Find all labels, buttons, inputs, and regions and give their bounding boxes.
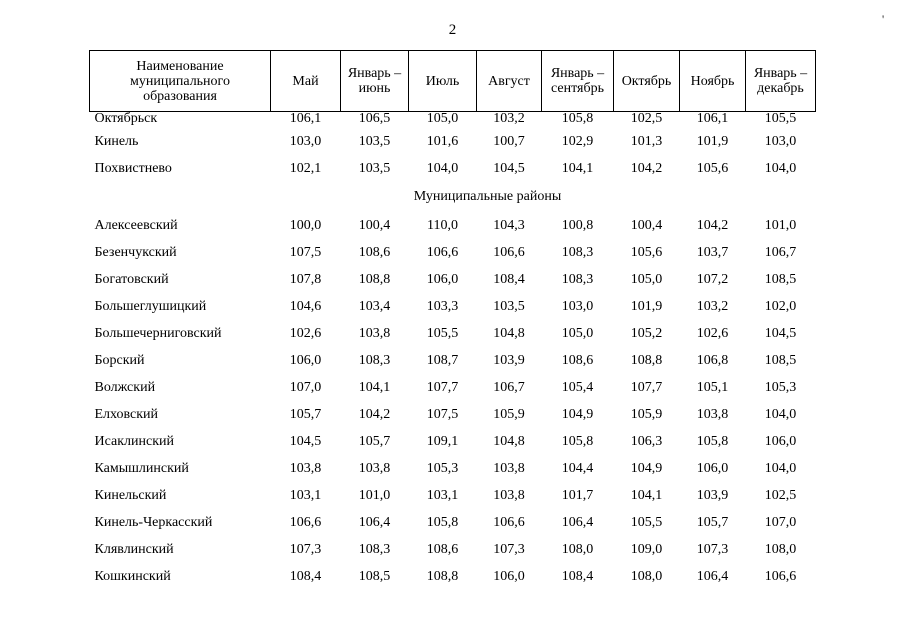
table-cell-value: 106,4 [561, 514, 594, 530]
table-cell-value: 101,7 [561, 487, 594, 503]
table-row [90, 266, 816, 293]
table-cell-value: 105,8 [561, 433, 594, 449]
table-cell-value: 106,0 [289, 352, 322, 368]
table-cell-value: 103,8 [289, 460, 322, 476]
table-cell-value: 104,0 [764, 460, 797, 476]
table-cell-value: 107,5 [289, 244, 322, 260]
row-municipality-name: Кинельский [94, 487, 167, 503]
table-cell-value: 103,8 [358, 460, 391, 476]
table-cell-value: 106,0 [493, 568, 525, 584]
table-row [90, 112, 816, 129]
table-cell-value: 102,1 [289, 160, 322, 176]
table-cell-value: 108,4 [289, 568, 322, 584]
table-cell-value: 103,4 [358, 298, 391, 314]
table-cell-value: 105,7 [289, 406, 322, 422]
table-cell-value: 105,8 [426, 514, 459, 530]
table-cell-value: 102,6 [696, 325, 729, 341]
page-number: 2 [448, 22, 457, 38]
table-cell-value: 107,5 [426, 406, 459, 422]
table-cell-value: 103,5 [493, 298, 525, 314]
table-cell-value: 106,4 [696, 568, 729, 584]
table-cell-value: 103,2 [696, 298, 729, 314]
table-row [90, 482, 816, 509]
table-cell-value: 104,0 [426, 160, 459, 176]
row-municipality-name: Похвистнево [94, 160, 172, 176]
table-cell-value: 108,3 [561, 271, 594, 287]
table-cell-value: 104,5 [289, 433, 322, 449]
table-row [90, 374, 816, 401]
table-cell-value: 100,8 [561, 217, 594, 233]
header-august: Август [477, 51, 542, 112]
table-cell-value: 106,1 [696, 111, 729, 126]
table-cell-value: 108,4 [561, 568, 594, 584]
table-cell-value: 108,8 [426, 568, 459, 584]
row-municipality-name: Октябрьск [94, 111, 158, 126]
table-cell-value: 105,7 [696, 514, 729, 530]
table-cell-value: 105,7 [358, 433, 391, 449]
table-body [90, 112, 816, 591]
table-cell-value: 106,8 [696, 352, 729, 368]
row-municipality-name: Кошкинский [94, 568, 171, 584]
corner-mark: ' [882, 12, 885, 26]
table-cell-value: 102,5 [764, 487, 797, 503]
row-municipality-name: Большечерниговский [94, 325, 222, 341]
table-cell-value: 106,4 [358, 514, 391, 530]
table-cell-value: 102,0 [764, 298, 797, 314]
table-cell-value: 106,0 [764, 433, 797, 449]
table-cell-value: 105,5 [630, 514, 663, 530]
row-municipality-name: Борский [94, 352, 145, 368]
table-cell-value: 104,1 [358, 379, 391, 395]
table-cell-value: 108,3 [358, 541, 391, 557]
table-cell-value: 104,5 [493, 160, 525, 176]
table-cell-value: 108,5 [764, 352, 797, 368]
table-cell-value: 107,3 [289, 541, 322, 557]
table-cell-value: 103,3 [426, 298, 459, 314]
table-row [90, 212, 816, 239]
table-cell-value: 106,5 [358, 111, 391, 126]
table-cell-value: 105,8 [696, 433, 729, 449]
table-cell-value: 104,6 [289, 298, 322, 314]
table-cell-value: 106,7 [764, 244, 797, 260]
table-cell-value: 106,6 [289, 514, 322, 530]
row-municipality-name: Исаклинский [94, 433, 174, 449]
table-row [90, 320, 816, 347]
table-row [90, 509, 816, 536]
table-cell-value: 102,5 [630, 111, 663, 126]
table-cell-value: 105,9 [493, 406, 525, 422]
table-cell-value: 105,9 [630, 406, 663, 422]
table-cell-value: 104,1 [561, 160, 594, 176]
table-header-row [90, 51, 816, 112]
header-jan-jun: Январь – июнь [341, 51, 409, 112]
table-cell-value: 105,8 [561, 111, 594, 126]
table-cell-value: 108,8 [630, 352, 663, 368]
table-cell-value: 108,0 [561, 541, 594, 557]
table-cell-value: 103,2 [493, 111, 525, 126]
table-cell-value: 105,0 [630, 271, 663, 287]
table-cell-value: 106,7 [493, 379, 525, 395]
row-municipality-name: Кинель [94, 133, 139, 149]
table-cell-value: 104,1 [630, 487, 663, 503]
table-cell-value: 103,0 [764, 133, 797, 149]
table-cell-value: 110,0 [427, 217, 458, 233]
table-cell-value: 103,9 [493, 352, 525, 368]
table-row [90, 293, 816, 320]
header-may: Май [271, 51, 341, 112]
table-cell-value: 105,1 [696, 379, 729, 395]
table-cell-value: 104,9 [630, 460, 663, 476]
header-november: Ноябрь [680, 51, 746, 112]
table-cell-value: 103,8 [493, 487, 525, 503]
table-cell-value: 103,0 [289, 133, 322, 149]
table-cell-value: 106,6 [493, 244, 525, 260]
table-cell-value: 108,0 [630, 568, 663, 584]
table-cell-value: 100,0 [289, 217, 322, 233]
table-cell-value: 108,3 [561, 244, 594, 260]
table-cell-value: 100,7 [493, 133, 525, 149]
table-row [90, 536, 816, 563]
table-cell-value: 104,5 [764, 325, 797, 341]
row-municipality-name: Алексеевский [94, 217, 178, 233]
table-row [90, 401, 816, 428]
section-title: Муниципальные районы [413, 189, 562, 204]
table-cell-value: 105,0 [561, 325, 594, 341]
table-cell-value: 108,3 [358, 352, 391, 368]
table-cell-value: 103,1 [426, 487, 459, 503]
table-cell-value: 108,7 [426, 352, 459, 368]
table-cell-value: 106,0 [696, 460, 729, 476]
table-cell-value: 108,6 [561, 352, 594, 368]
row-municipality-name: Кинель-Черкасский [94, 514, 213, 530]
row-municipality-name: Богатовский [94, 271, 169, 287]
table-row [90, 155, 816, 182]
table-cell-value: 104,0 [764, 160, 797, 176]
table-cell-value: 104,0 [764, 406, 797, 422]
table-cell-value: 102,9 [561, 133, 594, 149]
table-cell-value: 103,8 [696, 406, 729, 422]
table-cell-value: 103,9 [696, 487, 729, 503]
header-jan-sep: Январь – сентябрь [542, 51, 614, 112]
table-cell-value: 104,4 [561, 460, 594, 476]
table-cell-value: 105,3 [764, 379, 797, 395]
table-cell-value: 101,3 [630, 133, 663, 149]
table-cell-value: 106,6 [426, 244, 459, 260]
table-cell-value: 105,5 [764, 111, 797, 126]
table-row [90, 239, 816, 266]
table-cell-value: 105,3 [426, 460, 459, 476]
table-cell-value: 107,0 [764, 514, 797, 530]
table-cell-value: 106,1 [289, 111, 322, 126]
table-row [90, 347, 816, 374]
table-cell-value: 108,6 [426, 541, 459, 557]
table-cell-value: 104,2 [696, 217, 729, 233]
table-cell-value: 107,7 [426, 379, 459, 395]
header-jan-dec: Январь – декабрь [746, 51, 816, 112]
header-july: Июль [409, 51, 477, 112]
table-cell-value: 106,3 [630, 433, 663, 449]
table-cell-value: 105,4 [561, 379, 594, 395]
section-row [90, 182, 816, 212]
table-cell-value: 101,0 [764, 217, 797, 233]
table-cell-value: 103,8 [358, 325, 391, 341]
table-cell-value: 105,2 [630, 325, 663, 341]
table-cell-value: 102,6 [289, 325, 322, 341]
table-cell-value: 108,0 [764, 541, 797, 557]
table-cell-value: 101,9 [696, 133, 729, 149]
table-cell-value: 104,2 [358, 406, 391, 422]
table-row [90, 128, 816, 155]
table-cell-value: 104,9 [561, 406, 594, 422]
table-row [90, 563, 816, 590]
table-cell-value: 104,8 [493, 325, 525, 341]
row-municipality-name: Волжский [94, 379, 156, 395]
row-municipality-name: Большеглушицкий [94, 298, 207, 314]
statistics-table [89, 50, 816, 590]
table-cell-value: 108,6 [358, 244, 391, 260]
table-cell-value: 100,4 [358, 217, 391, 233]
table-cell-value: 108,4 [493, 271, 525, 287]
table-cell-value: 104,8 [493, 433, 525, 449]
table-cell-value: 103,7 [696, 244, 729, 260]
table-row [90, 455, 816, 482]
table-cell-value: 106,0 [426, 271, 459, 287]
table-cell-value: 107,7 [630, 379, 663, 395]
table-cell-value: 108,8 [358, 271, 391, 287]
table-cell-value: 101,0 [358, 487, 391, 503]
table-cell-value: 107,3 [493, 541, 525, 557]
table-cell-value: 106,6 [493, 514, 525, 530]
table-cell-value: 103,8 [493, 460, 525, 476]
table-cell-value: 109,0 [630, 541, 663, 557]
table-cell-value: 109,1 [426, 433, 459, 449]
table-cell-value: 105,6 [630, 244, 663, 260]
table-cell-value: 104,2 [630, 160, 663, 176]
table-cell-value: 108,5 [764, 271, 797, 287]
row-municipality-name: Камышлинский [94, 460, 189, 476]
table-cell-value: 103,0 [561, 298, 594, 314]
row-municipality-name: Клявлинский [94, 541, 174, 557]
row-municipality-name: Елховский [94, 406, 159, 422]
table-row [90, 428, 816, 455]
table-cell-value: 107,0 [289, 379, 322, 395]
table-cell-value: 105,5 [426, 325, 459, 341]
header-october: Октябрь [614, 51, 680, 112]
table-cell-value: 108,5 [358, 568, 391, 584]
table-cell-value: 103,1 [289, 487, 322, 503]
table-cell-value: 101,6 [426, 133, 459, 149]
table-cell-value: 106,6 [764, 568, 797, 584]
table-cell-value: 104,3 [493, 217, 525, 233]
table-cell-value: 105,6 [696, 160, 729, 176]
table-cell-value: 103,5 [358, 160, 391, 176]
row-municipality-name: Безенчукский [94, 244, 177, 260]
header-municipality: Наименование муниципального образования [90, 51, 271, 112]
table-cell-value: 100,4 [630, 217, 663, 233]
table-cell-value: 103,5 [358, 133, 391, 149]
table-cell-value: 107,8 [289, 271, 322, 287]
table-cell-value: 101,9 [630, 298, 663, 314]
table-cell-value: 107,3 [696, 541, 729, 557]
table-cell-value: 105,0 [426, 111, 459, 126]
table-cell-value: 107,2 [696, 271, 729, 287]
